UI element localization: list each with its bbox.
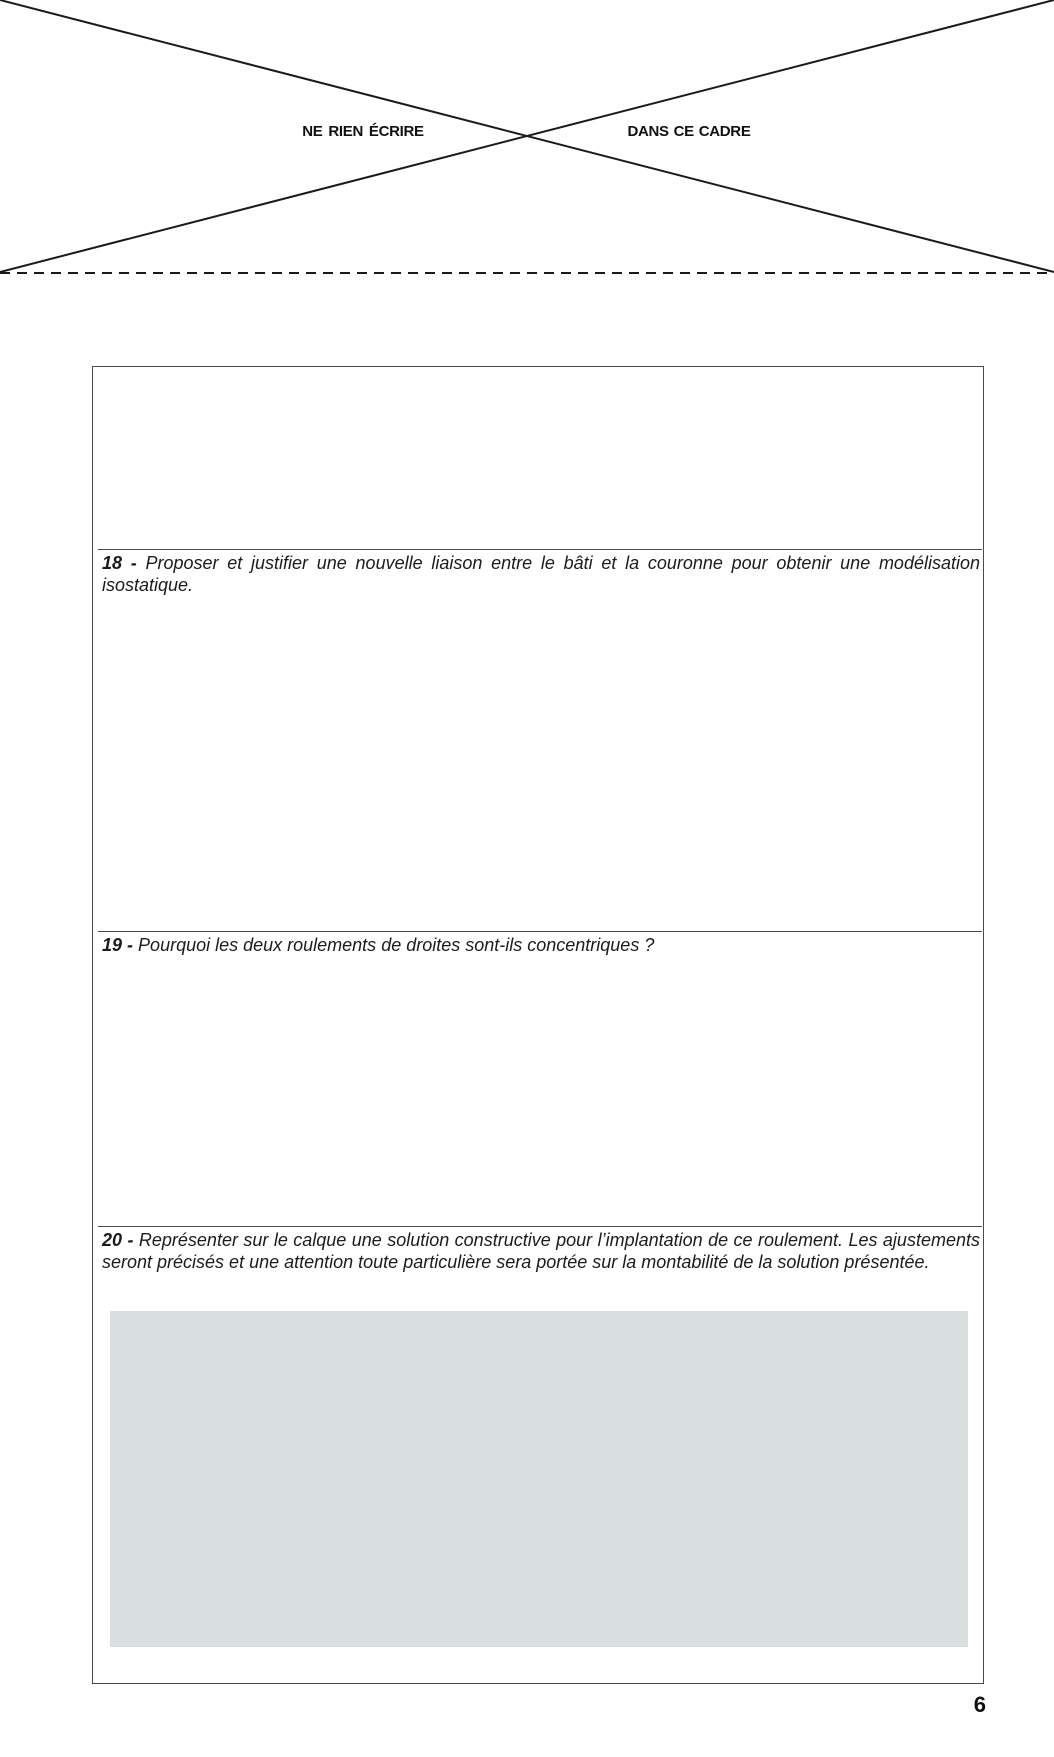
question-19 [98,931,982,956]
page-number: 6 [973,1692,986,1717]
cross-lines [0,0,1054,280]
tracing-answer-area[interactable] [110,1311,968,1647]
question-text: Proposer et justifier une nouvelle liaison entre le bâti et la couronne pour obtenir une modélisation isostatique. [102,553,980,595]
question-20 [98,1226,982,1273]
do-not-write-zone [0,0,1054,280]
notice-right: DANS CE CADRE [627,123,751,140]
question-number: 19 - [102,935,134,955]
question-18 [98,549,982,596]
question-number: 20 - [102,1230,134,1250]
notice-left: NE RIEN ÉCRIRE [302,123,424,140]
question-number: 18 - [102,553,137,573]
question-text: Pourquoi les deux roulements de droites sont-ils concentriques ? [138,935,655,955]
question-text: Représenter sur le calque une solution constructive pour l’implantation de ce roulement. Les ajustements seront précisés et une attention toute particulière sera portée sur la montabilité de la solution présentée. [102,1230,980,1272]
